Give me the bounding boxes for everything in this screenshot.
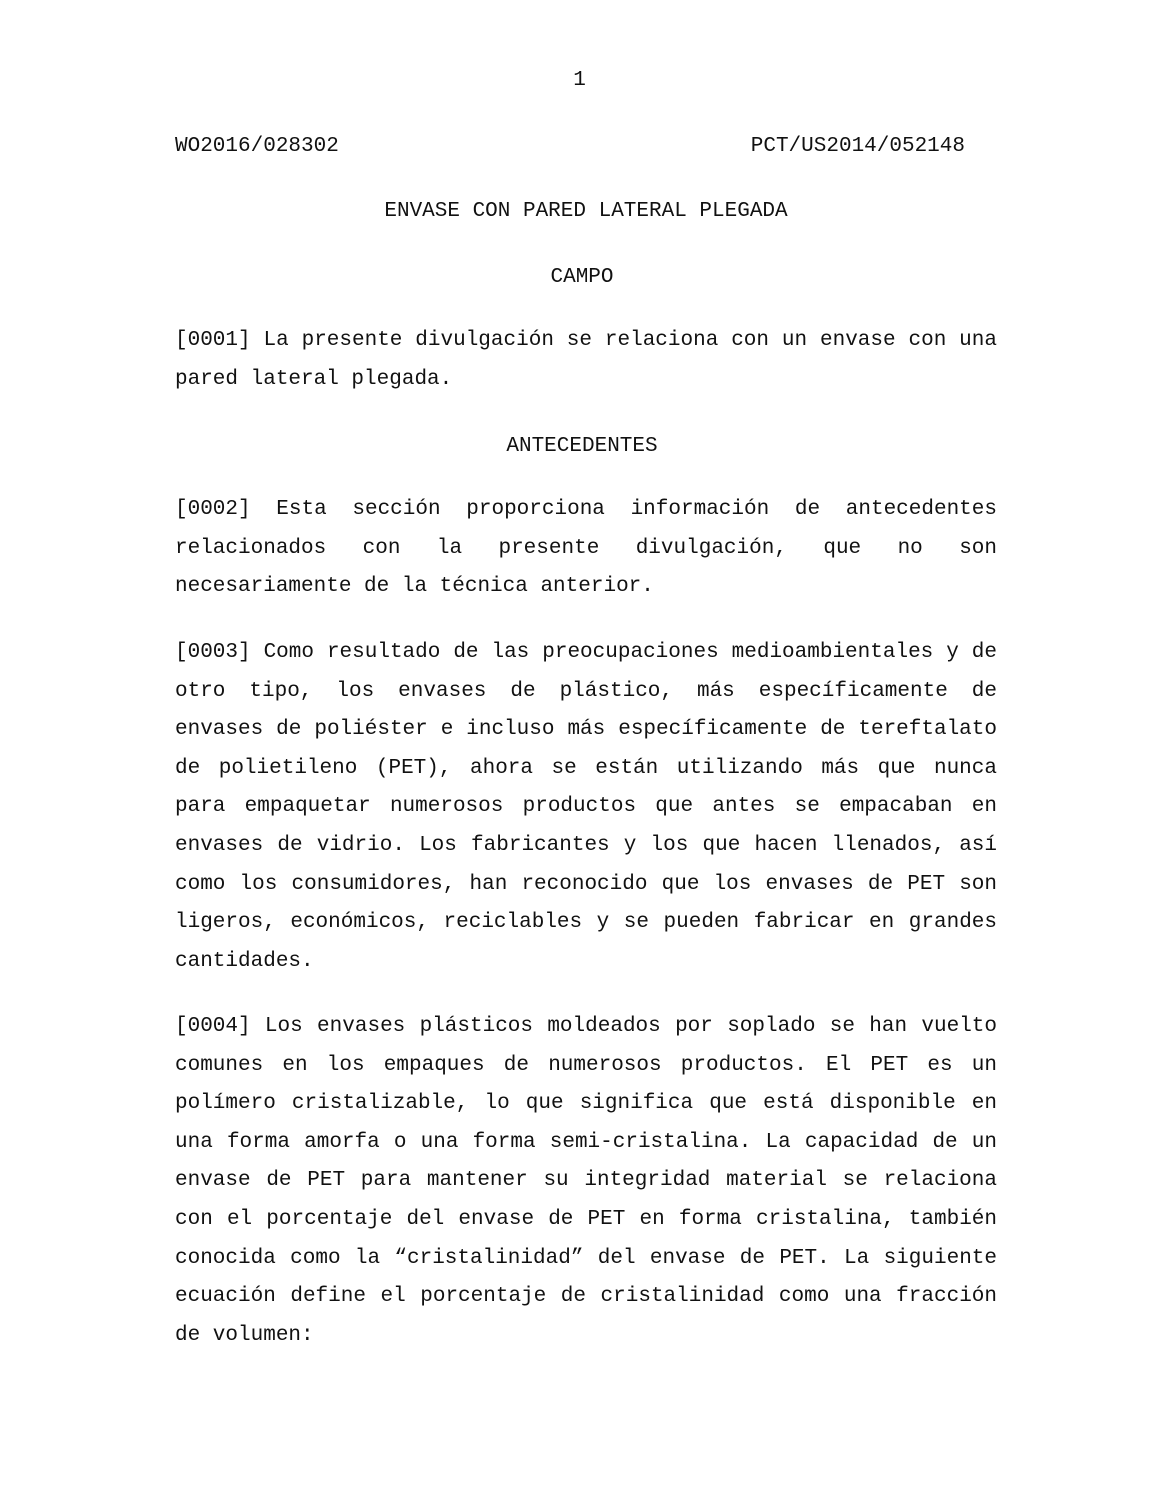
paragraph-0001: [0001] La presente divulgación se relaciona con un envase con una pared lateral plegada. bbox=[175, 329, 997, 391]
section-heading-antecedentes: ANTECEDENTES bbox=[506, 435, 658, 458]
page-number: 1 bbox=[573, 69, 586, 92]
publication-number: WO2016/028302 bbox=[175, 135, 339, 158]
document-title: ENVASE CON PARED LATERAL PLEGADA bbox=[384, 200, 788, 223]
paragraph-0002: [0002] Esta sección proporciona información de antecedentes relacionados con la presente divulgación, que no son necesariamente de la técnica anterior. bbox=[175, 498, 997, 599]
document-header bbox=[175, 134, 965, 160]
application-number: PCT/US2014/052148 bbox=[750, 135, 965, 158]
section-heading-campo: CAMPO bbox=[550, 266, 614, 289]
paragraph-0003: [0003] Como resultado de las preocupaciones medioambientales y de otro tipo, los envases de plástico, más específicamente de envases de poliéster e incluso más específicamente de tereftalato de polietileno (PET), ahora se están utilizando más que nunca para empaquetar numerosos productos que antes se empacaban en envases de vidrio. Los fabricantes y los que hacen llenados, así como los consumidores, han reconocido que los envases de PET son ligeros, económicos, reciclables y se pueden fabricar en grandes cantidades. bbox=[175, 641, 997, 973]
paragraph-0004: [0004] Los envases plásticos moldeados por soplado se han vuelto comunes en los empaques de numerosos productos. El PET es un polímero cristalizable, lo que significa que está disponible en una forma amorfa o una forma semi-cristalina. La capacidad de un envase de PET para mantener su integridad material se relaciona con el porcentaje del envase de PET en forma cristalina, también conocida como la “cristalinidad” del envase de PET. La siguiente ecuación define el porcentaje de cristalinidad como una fracción de volumen: bbox=[175, 1015, 997, 1347]
